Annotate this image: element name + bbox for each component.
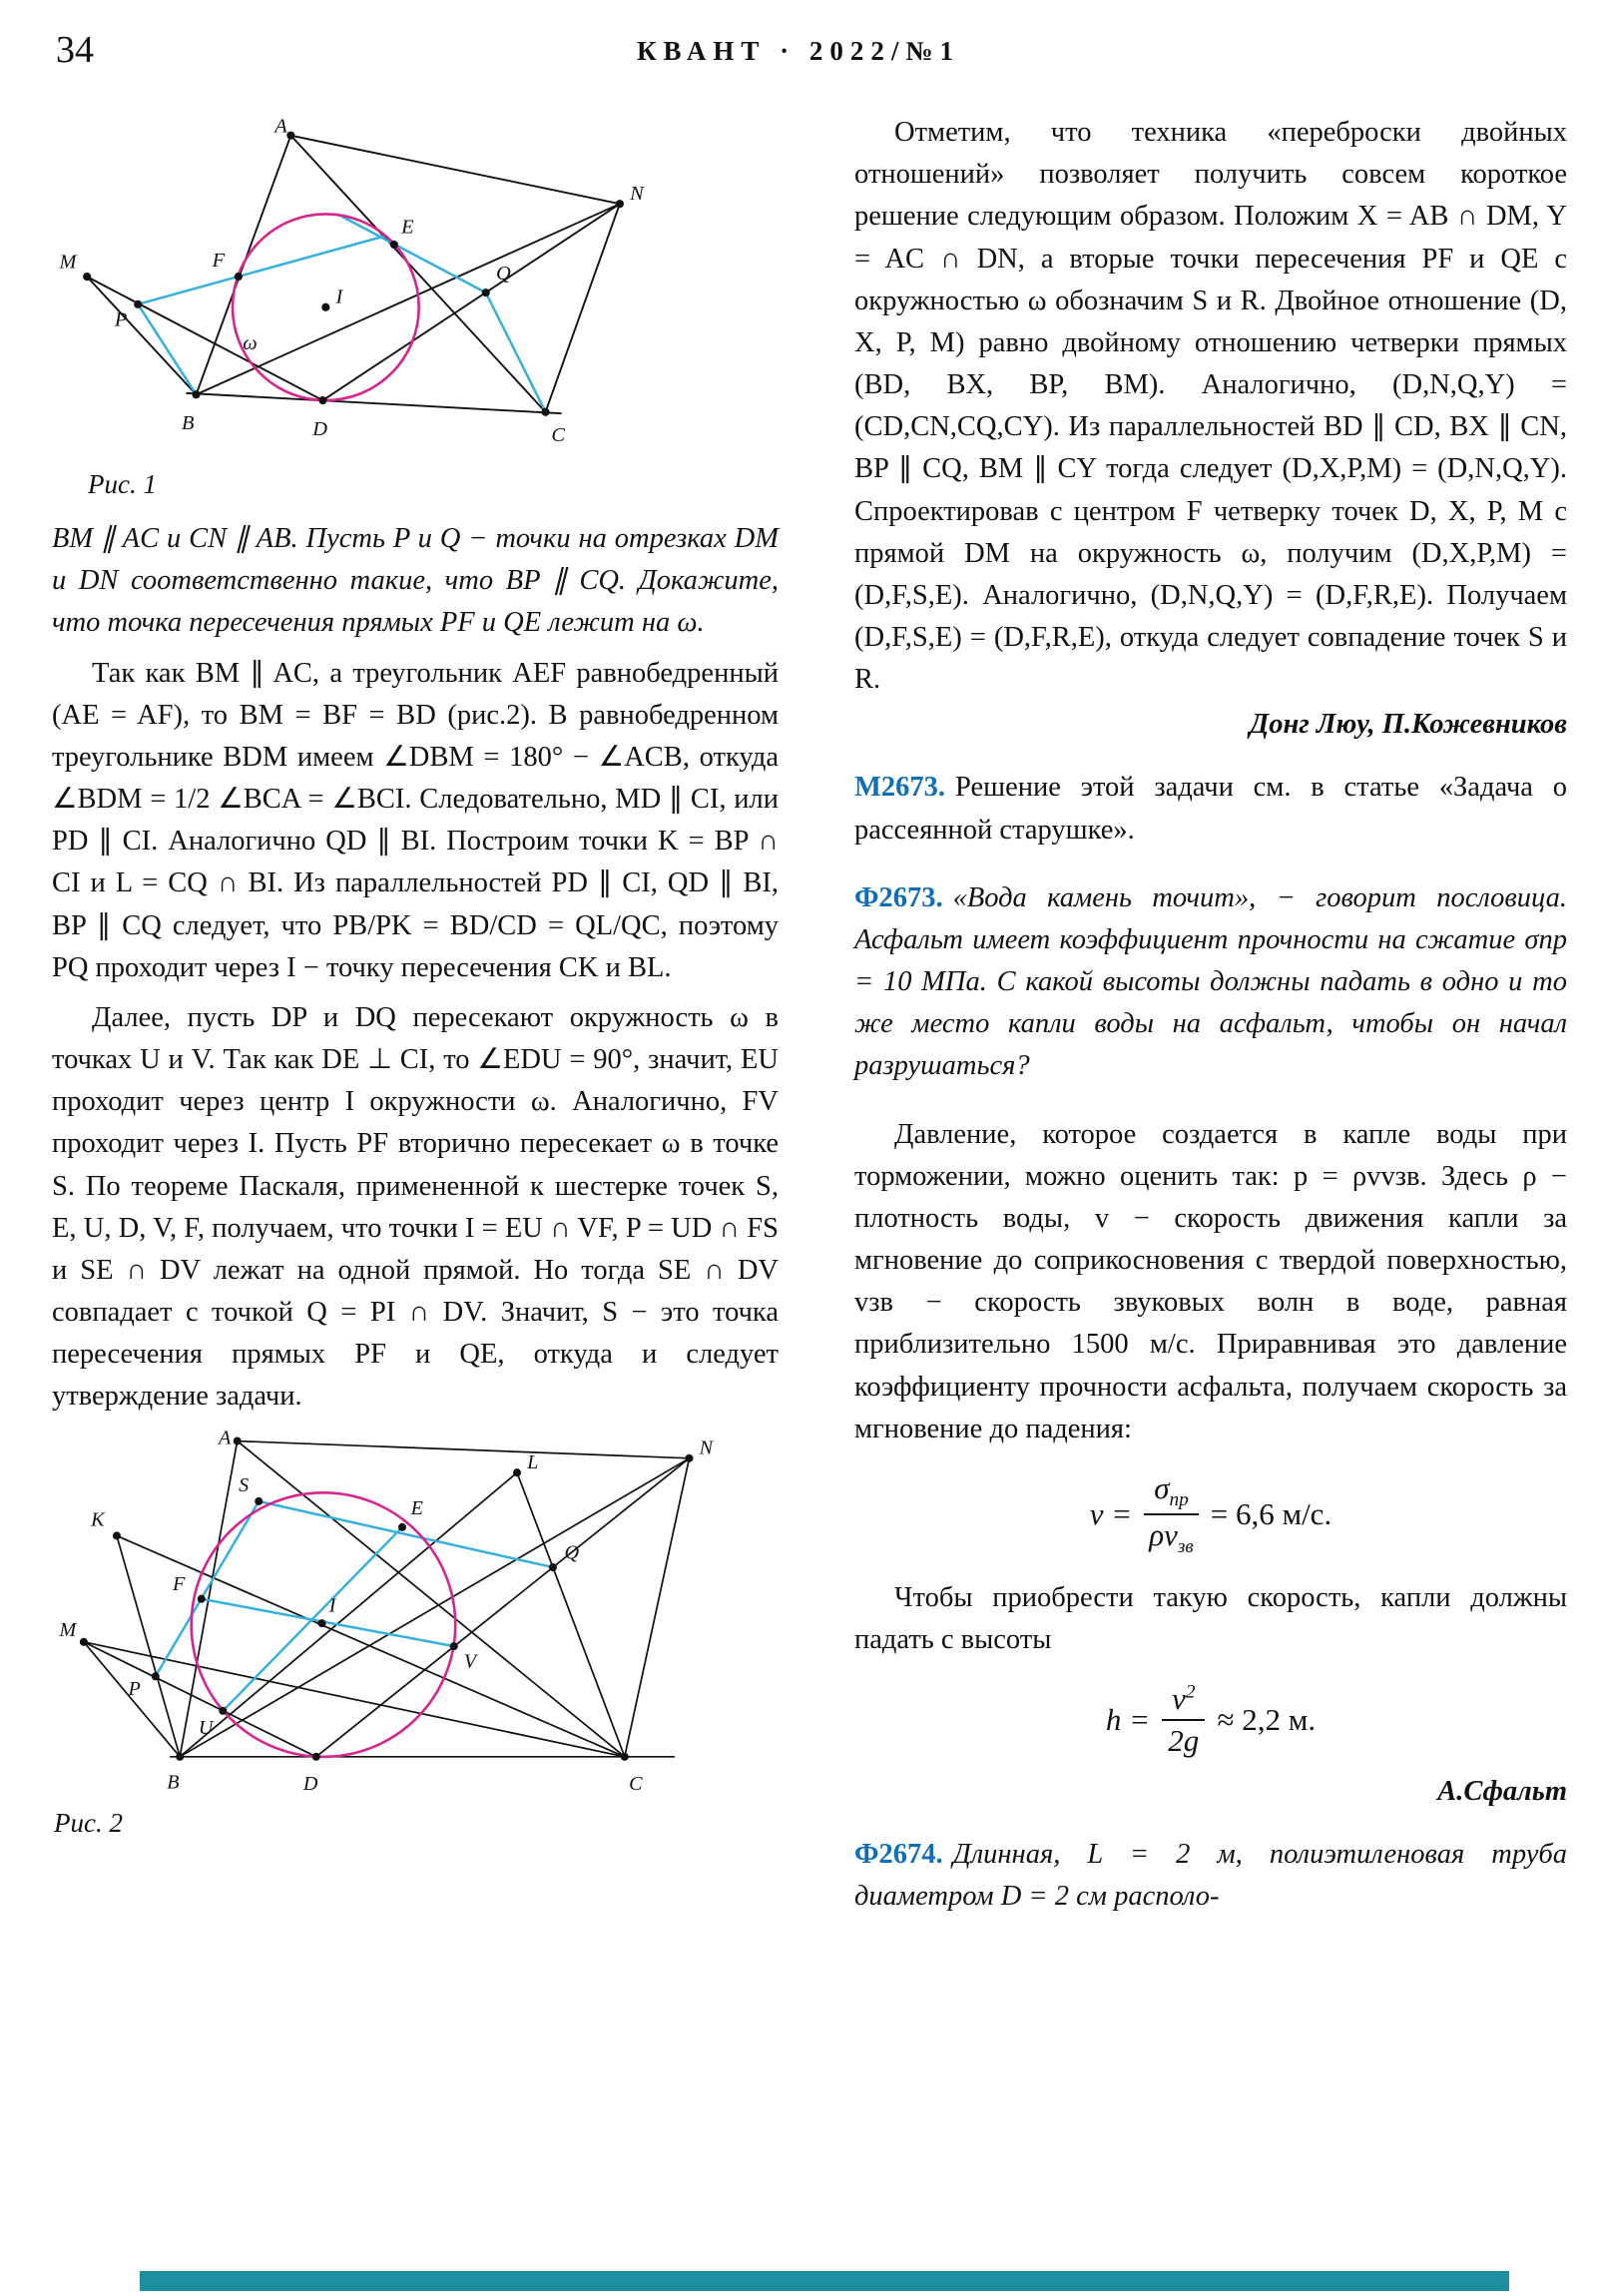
velocity-formula-lhs: v = (1089, 1496, 1133, 1532)
fig2-label-f: F (173, 1572, 186, 1595)
fig1-label-m: M (59, 251, 77, 274)
problem-f2673-text: «Вода камень точит», − говорит пословица. Асфальт имеет коэффициент прочности на сжатие σпр = 10 МПа. С какой высоты должны падать в одно и то же место капли воды на асфальт, чтобы он начал разрушаться? (854, 881, 1567, 1082)
fig1-label-d: D (312, 418, 327, 441)
problem-statement: BM ∥ AC и CN ∥ AB. Пусть P и Q − точки на отрезках DM и DN соответственно такие, что BP ∥ CQ. Докажите, что точка пересечения прямых PF и QE лежит на ω. (52, 523, 779, 639)
f2673-attribution: А.Сфальт (1437, 1776, 1567, 1808)
figure-1-caption: Рис. 1 (88, 469, 157, 499)
figure-2-cyan-lines (156, 1501, 553, 1711)
fig1-label-i: I (335, 286, 343, 308)
fig1-label-n: N (630, 182, 644, 205)
fig2-label-i: I (328, 1594, 336, 1617)
problem-f2674-text: Длинная, L = 2 м, полиэтиленовая труба диаметром D = 2 см располо- (854, 1839, 1567, 1913)
velocity-formula (854, 1470, 1567, 1559)
problem-m2673-text: Решение этой задачи см. в статье «Задача о рассеянной старушке». (854, 772, 1567, 846)
right-column (854, 112, 1567, 1927)
fig1-label-f: F (212, 249, 226, 272)
fig1-label-c: C (551, 423, 565, 446)
problem-f2673 (854, 877, 1567, 1088)
fig2-label-l: L (527, 1450, 539, 1473)
height-intro-paragraph: Чтобы приобрести такую скорость, капли должны падать с высоты (854, 1581, 1567, 1655)
fig2-label-p: P (128, 1677, 141, 1700)
journal-header: КВАНТ · 2022/№1 (636, 36, 961, 66)
fig2-label-c: C (629, 1772, 643, 1795)
remark-paragraph: Отметим, что техника «переброски двойных отношений» позволяет получить совсем короткое решение следующим образом. Положим X = AB ∩ DM, Y = AC ∩ DN, а вторые точки пересечения PF и QE с окружностью ω обозначим S и R. Двойное отношение (D, X, P, M) равно двойному отношению четверки прямых (BD, BX, BP, BM). Аналогично, (D,N,Q,Y) = (CD,CN,CQ,CY). Из параллельностей BD ∥ CD, BX ∥ CN, BP ∥ CQ, BM ∥ CY тогда следует (D,X,P,M) = (D,N,Q,Y). Спроектировав с центром F четверку точек D, X, P, M с прямой DM на окружность ω, получим (D,X,P,M) = (D,F,S,E). Аналогично, (D,N,Q,Y) = (D,F,R,E). Получаем (D,F,S,E) = (D,F,R,E), откуда следует совпадение точек S и R. (854, 117, 1567, 696)
remark-attribution: Донг Люу, П.Кожевников (1249, 709, 1567, 741)
fig1-label-omega: ω (243, 332, 258, 355)
figure-2-diagram (58, 1427, 747, 1803)
fig1-label-b: B (181, 412, 195, 435)
figure-2-black-lines (84, 1440, 690, 1756)
fig2-label-d: D (302, 1772, 318, 1795)
figure-1-diagram (58, 118, 757, 460)
figure-1-points (83, 132, 624, 416)
velocity-formula-fraction: $\frac{\sigma_{пр}}{\rho v_{зв}}$ (1144, 1470, 1199, 1559)
height-formula (854, 1681, 1567, 1758)
height-formula-result: ≈ 2,2 м. (1217, 1701, 1317, 1737)
problem-label-f2674: Ф2674. (854, 1839, 943, 1871)
fig2-label-a: A (219, 1427, 232, 1449)
figure-2-caption: Рис. 2 (54, 1807, 123, 1838)
problem-m2673 (854, 767, 1567, 851)
figure-2-points (80, 1436, 694, 1760)
fig2-label-v: V (463, 1650, 477, 1673)
height-formula-lhs: h = (1105, 1701, 1151, 1737)
fig1-label-p: P (114, 308, 128, 331)
problem-f2674 (854, 1834, 1567, 1918)
fig2-label-u: U (198, 1716, 214, 1739)
pressure-paragraph: Давление, которое создается в капле воды при торможении, можно оценить так: p = ρvvзв. Здесь ρ − плотность воды, v − скорость движения капли за мгновение до соприкосновения с твердой поверхностью, vзв − скорость звуковых волн в воде, равная приблизительно 1500 м/с. Приравнивая это давление коэффициенту прочности асфальта, получаем скорость за мгновение до падения: (854, 1118, 1567, 1444)
fig2-label-n: N (699, 1436, 713, 1459)
fig2-label-b: B (167, 1771, 180, 1794)
fig1-label-e: E (401, 216, 414, 239)
height-formula-fraction: $\frac{v^2}{2g}$ (1162, 1681, 1205, 1758)
figure-1-black-lines (87, 136, 620, 414)
solution-paragraph-1: Так как BM ∥ AC, а треугольник AEF равнобедренный (AE = AF), то BM = BF = BD (рис.2). В равнобедренном треугольнике BDM имеем ∠DBM = 180° − ∠ACB, откуда ∠BDM = 1/2 ∠BCA = ∠BCI. Следовательно, MD ∥ CI, или PD ∥ CI. Аналогично QD ∥ BI. Построим точки K = BP ∩ CI и L = CQ ∩ BI. Из параллельностей PD ∥ CI, QD ∥ BI, BP ∥ CQ следует, что PB/PK = BD/CD = QL/QC, поэтому PQ проходит через I − точку пересечения CK и BL. (52, 657, 779, 983)
figure-1-cyan-lines (138, 214, 545, 411)
fig1-label-q: Q (495, 263, 511, 286)
fig2-label-e: E (410, 1496, 423, 1519)
solution-paragraph-2: Далее, пусть DP и DQ пересекают окружность ω в точках U и V. Так как DE ⊥ CI, то ∠EDU = 90°, значит, EU проходит через центр I окружности ω. Аналогично, FV проходит через I. Пусть PF вторично пересекает ω в точке S. По теореме Паскаля, примененной к шестерке точек S, E, U, D, V, F, получаем, что точки I = EU ∩ VF, P = UD ∩ FS и SE ∩ DV лежат на одной прямой. Но тогда SE ∩ DV совпадает с точкой Q = PI ∩ DV. Значит, S − это точка пересечения прямых PF и QE, откуда и следует утверждение задачи. (52, 1001, 779, 1413)
fig1-label-a: A (274, 118, 287, 138)
problem-label-f2673: Ф2673. (854, 881, 943, 913)
fig2-label-s: S (239, 1473, 250, 1496)
left-column (52, 112, 779, 1857)
figure-2 (58, 1427, 779, 1808)
fig2-label-k: K (91, 1507, 105, 1530)
velocity-formula-result: = 6,6 м/с. (1210, 1496, 1332, 1532)
page-number: 34 (56, 29, 94, 71)
footer-bar (140, 2271, 1509, 2291)
figure-1 (58, 118, 779, 465)
fig2-label-m: M (59, 1618, 77, 1641)
fig2-label-q: Q (564, 1541, 579, 1564)
problem-label-m2673: М2673. (854, 772, 946, 804)
